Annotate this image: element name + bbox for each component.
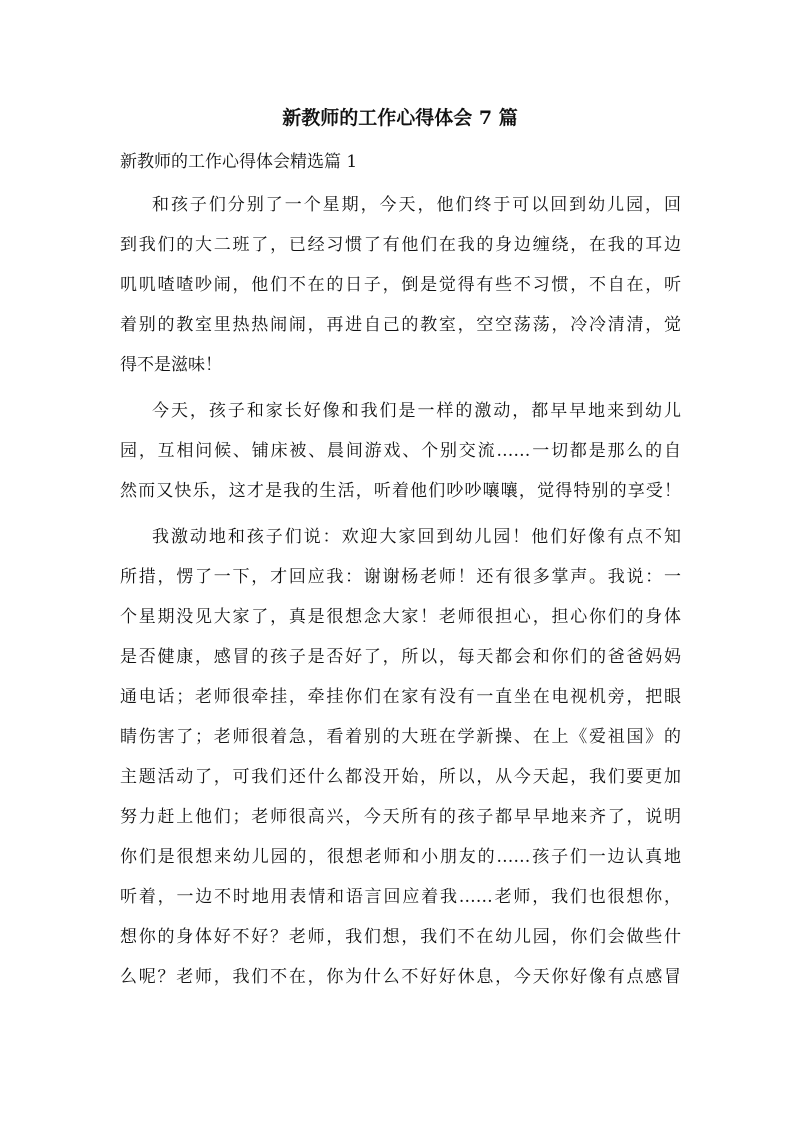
- paragraph-3-line: 是否健康，感冒的孩子是否好了，所以，每天都会和你们的爸爸妈妈: [120, 647, 681, 667]
- paragraph-1-line: 和孩子们分别了一个星期，今天，他们终于可以回到幼儿园，回: [152, 195, 681, 215]
- paragraph-3-line: 听着，一边不时地用表情和语言回应着我……老师，我们也很想你，: [120, 887, 681, 907]
- paragraph-2-line: 然而又快乐，这才是我的生活，听着他们吵吵嚷嚷，觉得特别的享受！: [120, 481, 681, 501]
- paragraph-3-line: 你们是很想来幼儿园的，很想老师和小朋友的……孩子们一边认真地: [120, 847, 681, 867]
- section-heading: 新教师的工作心得体会精选篇 1: [120, 152, 358, 172]
- paragraph-1-line: 到我们的大二班了，已经习惯了有他们在我的身边缠绕，在我的耳边: [120, 235, 681, 255]
- paragraph-3-line: 通电话；老师很牵挂，牵挂你们在家有没有一直坐在电视机旁，把眼: [120, 687, 681, 707]
- paragraph-1-line: 得不是滋味！: [120, 355, 222, 375]
- paragraph-3-line: 我激动地和孩子们说：欢迎大家回到幼儿园！他们好像有点不知: [152, 527, 681, 547]
- paragraph-3-line: 努力赶上他们；老师很高兴，今天所有的孩子都早早地来齐了，说明: [120, 807, 681, 827]
- paragraph-3-line: 么呢？老师，我们不在，你为什么不好好休息，今天你好像有点感冒: [120, 967, 681, 987]
- paragraph-3-line: 主题活动了，可我们还什么都没开始，所以，从今天起，我们要更加: [120, 767, 681, 787]
- paragraph-3-line: 想你的身体好不好？老师，我们想，我们不在幼儿园，你们会做些什: [120, 927, 681, 947]
- paragraph-3-line: 睛伤害了；老师很着急，看着别的大班在学新操、在上《爱祖国》的: [120, 727, 681, 747]
- paragraph-2-line: 园，互相问候、铺床被、晨间游戏、个别交流……一切都是那么的自: [120, 441, 681, 461]
- paragraph-3-line: 个星期没见大家了，真是很想念大家！老师很担心，担心你们的身体: [120, 607, 681, 627]
- document-title: 新教师的工作心得体会 7 篇: [282, 107, 518, 129]
- paragraph-2-line: 今天，孩子和家长好像和我们是一样的激动，都早早地来到幼儿: [152, 401, 681, 421]
- paragraph-1-line: 着别的教室里热热闹闹，再进自己的教室，空空荡荡，冷冷清清，觉: [120, 315, 681, 335]
- paragraph-3-line: 所措，愣了一下，才回应我：谢谢杨老师！还有很多掌声。我说：一: [120, 567, 681, 587]
- paragraph-1-line: 叽叽喳喳吵闹，他们不在的日子，倒是觉得有些不习惯，不自在，听: [120, 275, 681, 295]
